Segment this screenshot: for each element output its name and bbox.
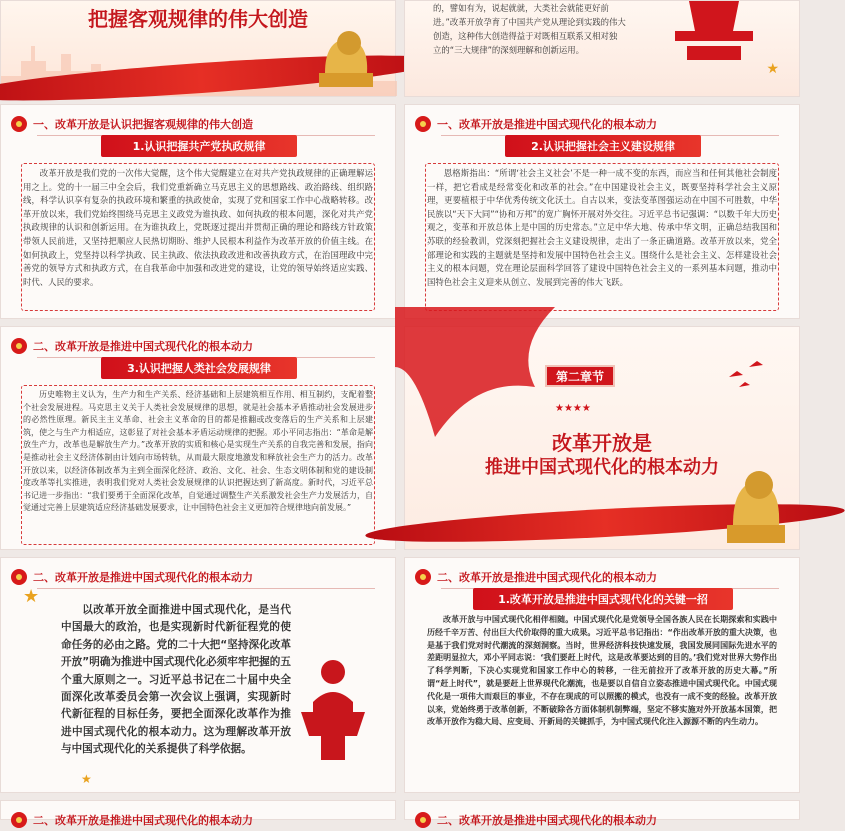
section-header-text: 一、改革开放是认识把握客观规律的伟大创造 <box>33 118 253 131</box>
red-corner-decoration <box>395 307 555 437</box>
subtitle-bar: 2.认识把握社会主义建设规律 <box>505 135 701 157</box>
section-header-text: 二、改革开放是推进中国式现代化的根本动力 <box>437 571 657 584</box>
header-divider <box>37 588 375 589</box>
body-paragraph: 改革开放是我们党的一次伟大觉醒，这个伟大觉醒建立在对共产党执政规律的正确理解运用之上。党的十一届三中全会后，我们党重新确立马克思主义的思想路线、政治路线、组织路线，科学认识享有复杂的执政环境和繁重的执政使命，实现了党和国家工作中心战略转移。改革开放以来，我们党始终围绕马克思主义政党为谁执政、如何执政的根本问题，深化对共产党执政规律的认识和创新运用。在为谁执政上，党既逐过提出并贯彻正确的理论和路线方针政策带领人民前进，又坚持把顺应人民热切期盼、维护人民根本利益作为改革开放的价值主线。在如何执政上，党坚持以科学执政、民主执政、依法执政改进和改善执政方式，在治国理政中完善党的领导方式和执政方式，在自我革命中加强和改进党的建设，让党的领导始终适应实践、时代、人民的要求。 <box>23 168 373 287</box>
star-icon: ★ <box>766 61 779 77</box>
body-paragraph: 以改革开放全面推进中国式现代化，是当代中国最大的政治，也是实现新时代新征程党的使命任务的必由之路。党的二十大把“坚持深化改革开放”明确为推进中国式现代化必须牢牢把握的五个重大原则之一。习近平总书记在二十届中央全面深化改革委员会第一次会议上强调，实现新时代新征程的目标任务，要把全面深化改革作为推进中国式现代化的根本动力。这为理解改革开放与中国式现代化的关系提供了科学依据。 <box>61 604 291 756</box>
section-header-text: 二、改革开放是推进中国式现代化的根本动力 <box>437 814 657 827</box>
section-header <box>11 113 253 135</box>
chapter-badge: 第二章节 <box>545 365 615 387</box>
doves-icon <box>719 347 779 397</box>
star-icon: ★ <box>81 772 92 786</box>
speaker-podium-icon <box>293 656 373 766</box>
body-paragraph: 改革开放与中国式现代化相伴相随。中国式现代化是党领导全国各族人民在长期探索和实践中历经千辛万苦、付出巨大代价取得的重大成果。习近平总书记指出：“作出改革开放的重大决策，也是基于我们党对时代潮流的深刻洞察。当时，世界经济科技快速发展，我国发展同国际先进水平的差距明显拉大，邓小平同志说：‘我们要赶上时代，这是改革要达到的目的。’我们党对世界大势作出了科学判断，下决心实现党和国家工作中心的转移，一往无前拉开了改革开放的历史大幕。”所谓“赶上时代”，就是要赶上世界现代化潮流，也是要以自信自立姿态推进中国式现代化。中国式现代化是一项伟大而艰巨的事业，不存在现成的可以照搬的模式，也没有一成不变的经验。改革开放以来，党始终勇于改革创新，不断破除各方面体制机制弊端，坚定不移实施对外开放基本国策，把改革开放作为稳大局、应变局、开新局的关键抓手，为中国式现代化注入源源不断的内生动力。 <box>427 615 777 727</box>
body-paragraph: 恩格斯指出：“所谓‘社会主义社会’不是一种一成不变的东西，而应当和任何其他社会制度一样，把它看成是经常变化和改革的社会。”在中国建设社会主义，既要坚持科学社会主义原理，更要植根于中华优秀传统文化沃土。自古以来，变法变革图强运动在中国不可胜数，中华民族以“天下大同”“协和万邦”的宽广胸怀开展对外交往。习近平总书记强调：“以数千年大历史观之，变革和开放总体上是中国的历史常态。”立足中华大地、传承中华文明，正确总结我国和苏联的经验教训，党深刻把握社会主义建设规律，走出了一条正确道路。改革开放以来，党全部理论和实践的主题就是坚持和发展中国特色社会主义。围绕什么是社会主义、怎样建设社会主义的根本问题，党在理论层面科学回答了建设中国特色社会主义的一系列基本问题，推动中国特色社会主义迎来从创立、发展到完善的伟大飞跃。 <box>427 168 777 287</box>
subtitle-bar: 3.认识把握人类社会发展规律 <box>101 357 297 379</box>
slide-partial-bottom-right <box>404 800 800 827</box>
section-header <box>11 335 253 357</box>
star-row-icon: ★★★★ <box>555 403 591 414</box>
slide-title: 把握客观规律的伟大创造 <box>88 7 308 31</box>
chapter-title-line1: 改革开放是 <box>552 431 652 455</box>
section-header <box>415 566 657 588</box>
chapter-title-line2: 推进中国式现代化的根本动力 <box>485 457 719 478</box>
section-header-text: 二、改革开放是推进中国式现代化的根本动力 <box>33 571 253 584</box>
intro-line: 进。”改革开放孕育了中国共产党从理论到实践的伟大 <box>433 17 626 27</box>
body-paragraph: 历史唯物主义认为，生产力和生产关系、经济基础和上层建筑相互作用、相互制约，支配着整个社会发展进程。马克思主义关于人类社会发展规律的思想，就是社会基本矛盾推动社会发展进步的必然性原理。新民主主义革命、社会主义革命的目的都是推翻或改变落后的生产关系和上层建筑，使之与生产力相适应，这彰显了对社会基本矛盾运动规律的把握。邓小平同志指出：“革命是解放生产力，改革也是解放生产力。”改革开放的实质和核心是实现生产关系的自我完善和发展，指向是推动社会主义经济体制由计划向市场转轨，从而最大限度地激发和释放社会生产力的活力。改革开放以来，以经济体制改革为主到全面深化经济、政治、文化、社会、生态文明体制和党的建设制度改革等扎实推进，表明我们党对人类社会发展规律的认识把握达到了新高度。新时代，习近平总书记进一步指出：“我们要勇于全面深化改革，自觉通过调整生产关系激发社会生产力发展活力，自觉通过完善上层建筑适应经济基础发展要求，让中国特色社会主义更加符合规律地向前发展。” <box>23 390 373 513</box>
section-header <box>415 809 657 831</box>
party-emblem-icon <box>415 569 431 585</box>
slide-partial-bottom-left <box>0 800 396 827</box>
slide-intro-text <box>404 0 800 97</box>
section-header <box>11 809 253 831</box>
section-header-text: 二、改革开放是推进中国式现代化的根本动力 <box>33 814 253 827</box>
slide-cover-top <box>0 0 396 97</box>
section-header-text: 一、改革开放是推进中国式现代化的根本动力 <box>437 118 657 131</box>
party-emblem-icon <box>11 812 27 828</box>
section-header <box>415 113 657 135</box>
slide-socialism-construction <box>404 104 800 319</box>
star-icon: ★ <box>23 586 40 607</box>
slide-chapter-cover <box>404 326 800 550</box>
slide-social-development <box>0 326 396 550</box>
subtitle-bar: 1.认识把握共产党执政规律 <box>101 135 297 157</box>
party-emblem-icon <box>415 812 431 828</box>
section-header <box>11 566 253 588</box>
party-emblem-icon <box>11 338 27 354</box>
party-emblem-icon <box>11 116 27 132</box>
lion-statue-icon <box>721 455 791 545</box>
subtitle-bar: 1.改革开放是推进中国式现代化的关键一招 <box>473 588 733 610</box>
section-header-text: 二、改革开放是推进中国式现代化的根本动力 <box>33 340 253 353</box>
slide-party-governance <box>0 104 396 319</box>
slide-key-move <box>404 557 800 793</box>
podium-icon <box>669 1 759 66</box>
intro-line: 创造，这种伟大创造得益于对既相互联系又相对独 <box>433 31 618 41</box>
party-emblem-icon <box>11 569 27 585</box>
party-emblem-icon <box>415 116 431 132</box>
lion-statue-icon <box>311 21 381 91</box>
intro-line: 立的“三大规律”的深刻理解和创新运用。 <box>433 45 585 55</box>
slide-modernization-driver <box>0 557 396 793</box>
intro-line: 的，譬如有为，说起就就，大类社会就能更好前 <box>433 3 609 13</box>
intro-paragraph <box>433 1 663 57</box>
